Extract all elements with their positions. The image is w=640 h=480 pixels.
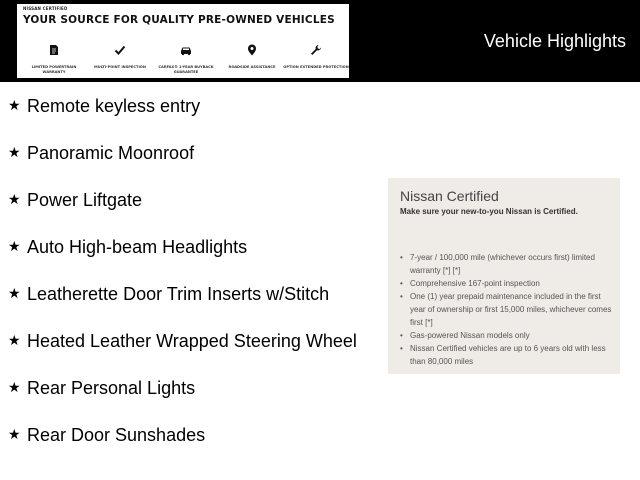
star-icon: ★ <box>8 333 21 349</box>
header-bar <box>0 0 640 82</box>
star-icon: ★ <box>8 192 21 208</box>
star-icon: ★ <box>8 145 21 161</box>
highlight-label: Auto High-beam Headlights <box>27 237 248 257</box>
card-subtitle: Make sure your new-to-you Nissan is Certified. <box>400 207 578 216</box>
feature-buyback <box>153 44 219 78</box>
bullet-dot: • <box>400 331 403 340</box>
star-icon: ★ <box>8 427 21 443</box>
feature-label: LIMITED POWERTRAIN WARRANTY <box>31 65 77 74</box>
feature-inspection <box>87 44 153 78</box>
certified-point <box>400 342 612 368</box>
bullet-dot: • <box>400 344 403 353</box>
highlight-label: Remote keyless entry <box>27 96 201 116</box>
certified-point-text: Nissan Certified vehicles are up to 6 years old with less than 80,000 miles <box>410 344 606 366</box>
feature-extended-protection <box>283 44 349 78</box>
highlight-label: Power Liftgate <box>27 190 143 210</box>
highlight-item <box>8 142 358 164</box>
certified-point <box>400 277 612 290</box>
highlight-item <box>8 330 358 352</box>
star-icon: ★ <box>8 239 21 255</box>
feature-roadside <box>219 44 285 78</box>
certified-point <box>400 290 612 329</box>
certified-point <box>400 329 612 342</box>
location-pin-icon <box>246 44 258 56</box>
highlight-item <box>8 377 358 399</box>
highlight-item <box>8 283 358 305</box>
certified-point-text: Gas-powered Nissan models only <box>410 331 530 340</box>
certified-point <box>400 251 612 277</box>
feature-label: CARFAX® 1-YEAR BUYBACK GUARANTEE <box>158 65 214 74</box>
highlight-item <box>8 95 358 117</box>
star-icon: ★ <box>8 98 21 114</box>
feature-powertrain-warranty <box>21 44 87 78</box>
checkmark-icon <box>114 44 126 56</box>
bullet-dot: • <box>400 253 403 262</box>
feature-label: OPTION EXTENDED PROTECTION <box>283 65 349 69</box>
card-title: Nissan Certified <box>400 188 499 204</box>
highlight-item <box>8 424 358 446</box>
highlight-label: Heated Leather Wrapped Steering Wheel <box>27 331 357 351</box>
vehicle-highlights-title: Vehicle Highlights <box>483 31 626 51</box>
bullet-dot: • <box>400 292 403 301</box>
feature-label: MULTI-POINT INSPECTION <box>94 65 146 69</box>
certified-point-text: Comprehensive 167-point inspection <box>410 279 540 288</box>
highlight-label: Leatherette Door Trim Inserts w/Stitch <box>27 284 330 304</box>
highlights-list <box>8 95 358 471</box>
feature-label: ROADSIDE ASSISTANCE <box>228 65 276 69</box>
nissan-certified-card <box>388 178 620 374</box>
star-icon: ★ <box>8 380 21 396</box>
highlight-item <box>8 236 358 258</box>
certified-point-text: One (1) year prepaid maintenance included in the first year of ownership or first 15,000 miles, whichever comes first [*] <box>410 292 612 327</box>
wrench-icon <box>310 44 322 56</box>
certified-point-text: 7-year / 100,000 mile (whichever occurs first) limited warranty [*] [*] <box>410 253 595 275</box>
certified-points-list <box>400 251 612 368</box>
star-icon: ★ <box>8 286 21 302</box>
certified-banner <box>17 4 349 78</box>
banner-brand: NISSAN CERTIFIED <box>23 6 68 11</box>
highlight-item <box>8 189 358 211</box>
highlight-label: Rear Personal Lights <box>27 378 196 398</box>
banner-title: YOUR SOURCE FOR QUALITY PRE-OWNED VEHICLES <box>23 14 335 26</box>
warranty-document-icon <box>48 44 60 56</box>
highlight-label: Panoramic Moonroof <box>27 143 195 163</box>
bullet-dot: • <box>400 279 403 288</box>
car-report-icon <box>180 44 192 56</box>
highlight-label: Rear Door Sunshades <box>27 425 206 445</box>
